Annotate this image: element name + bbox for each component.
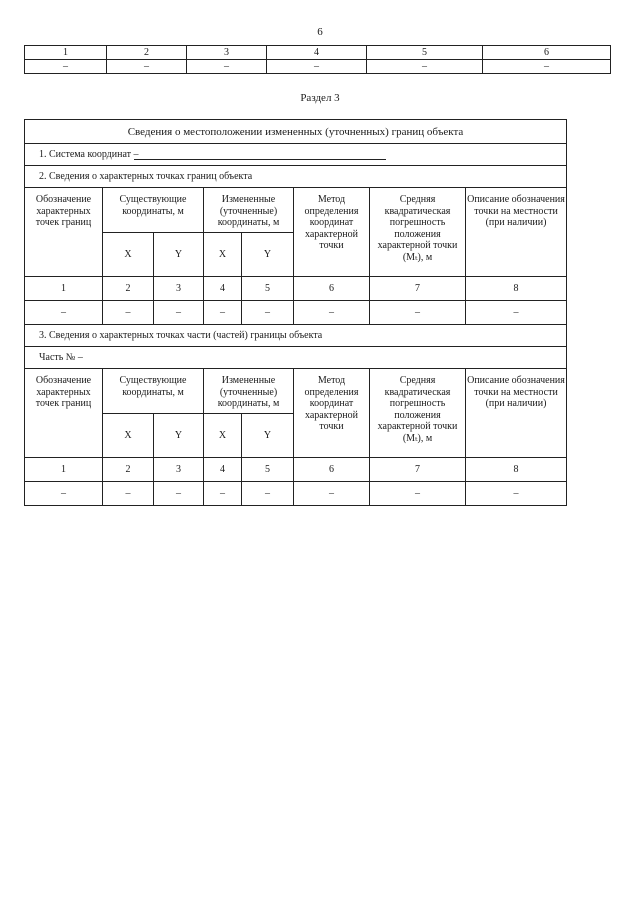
header-x: X <box>204 414 242 458</box>
header-y: Y <box>242 233 294 277</box>
table-cell: 5 <box>242 458 294 482</box>
table-cell: – <box>103 301 154 325</box>
table-cell: – <box>107 60 187 74</box>
table-cell: – <box>466 482 567 506</box>
table-cell: – <box>103 482 154 506</box>
coord-system-row <box>25 144 567 166</box>
table-cell: – <box>204 482 242 506</box>
points-heading-row <box>25 166 567 188</box>
column-numbers-row <box>25 458 567 482</box>
table-title-row <box>25 120 567 144</box>
coord-system-label: 1. Система координат <box>39 148 132 160</box>
table-cell: 3 <box>154 458 204 482</box>
parts-heading: 3. Сведения о характерных точках части (частей) границы объекта <box>25 325 567 347</box>
coord-system-cell <box>25 144 567 166</box>
table-cell: – <box>154 301 204 325</box>
page-number: 6 <box>317 26 323 38</box>
table-cell: – <box>25 301 103 325</box>
table-cell: 2 <box>103 458 154 482</box>
table-cell: 2 <box>103 277 154 301</box>
boundaries-table <box>24 119 567 506</box>
table-cell: 1 <box>25 46 107 60</box>
table-cell: 3 <box>187 46 267 60</box>
table-cell: 3 <box>154 277 204 301</box>
header-error: Средняя квадратическая погрешность положения характерной точки (Mₜ), м <box>370 188 466 277</box>
header-point-designation: Обозначение характерных точек границ <box>25 369 103 458</box>
header-x: X <box>103 233 154 277</box>
table-cell: – <box>267 60 367 74</box>
header-x: X <box>204 233 242 277</box>
table-row <box>25 482 567 506</box>
header-description: Описание обозначения точки на местности (при наличии) <box>466 369 567 458</box>
table-cell: 8 <box>466 458 567 482</box>
table-cell: 8 <box>466 277 567 301</box>
section-title: Раздел 3 <box>300 92 340 104</box>
points-heading: 2. Сведения о характерных точках границ объекта <box>25 166 567 188</box>
header-description: Описание обозначения точки на местности (при наличии) <box>466 188 567 277</box>
table-cell: – <box>294 301 370 325</box>
table-title: Сведения о местоположении измененных (уточненных) границ объекта <box>25 120 567 144</box>
part-number-row <box>25 347 567 369</box>
coord-system-value: – <box>133 148 139 160</box>
table-cell: – <box>204 301 242 325</box>
table-cell: – <box>370 482 466 506</box>
table-cell: – <box>294 482 370 506</box>
header-existing-coords: Существующие координаты, м <box>103 188 204 233</box>
table-cell: 7 <box>370 277 466 301</box>
table-header-row <box>25 46 611 60</box>
header-changed-coords: Измененные (уточненные) координаты, м <box>204 369 294 414</box>
header-point-designation: Обозначение характерных точек границ <box>25 188 103 277</box>
table-cell: – <box>367 60 483 74</box>
table-row <box>25 301 567 325</box>
part-number: Часть № – <box>25 347 567 369</box>
table-cell: – <box>25 482 103 506</box>
table-cell: 5 <box>242 277 294 301</box>
table-cell: 5 <box>367 46 483 60</box>
table-cell: 1 <box>25 458 103 482</box>
table-cell: – <box>25 60 107 74</box>
header-changed-coords: Измененные (уточненные) координаты, м <box>204 188 294 233</box>
table-cell: 2 <box>107 46 187 60</box>
table-cell: 6 <box>294 458 370 482</box>
table-cell: 6 <box>294 277 370 301</box>
table-cell: 6 <box>483 46 611 60</box>
header-existing-coords: Существующие координаты, м <box>103 369 204 414</box>
header-x: X <box>103 414 154 458</box>
continuation-table <box>24 45 611 74</box>
table-cell: – <box>370 301 466 325</box>
header-method: Метод определения координат характерной точки <box>294 188 370 277</box>
table-cell: 4 <box>267 46 367 60</box>
column-numbers-row <box>25 277 567 301</box>
table-cell: – <box>466 301 567 325</box>
header-y: Y <box>154 233 204 277</box>
table-cell: 1 <box>25 277 103 301</box>
header-error: Средняя квадратическая погрешность положения характерной точки (Mₜ), м <box>370 369 466 458</box>
table-cell: 4 <box>204 277 242 301</box>
table-cell: – <box>242 301 294 325</box>
table-cell: 7 <box>370 458 466 482</box>
table-cell: – <box>242 482 294 506</box>
table-cell: – <box>483 60 611 74</box>
table-cell: – <box>154 482 204 506</box>
header-y: Y <box>154 414 204 458</box>
header-method: Метод определения координат характерной точки <box>294 369 370 458</box>
header-row <box>25 188 567 233</box>
parts-heading-row <box>25 325 567 347</box>
coord-system-field <box>134 149 386 160</box>
header-y: Y <box>242 414 294 458</box>
table-cell: 4 <box>204 458 242 482</box>
table-row <box>25 60 611 74</box>
header-row <box>25 369 567 414</box>
table-cell: – <box>187 60 267 74</box>
